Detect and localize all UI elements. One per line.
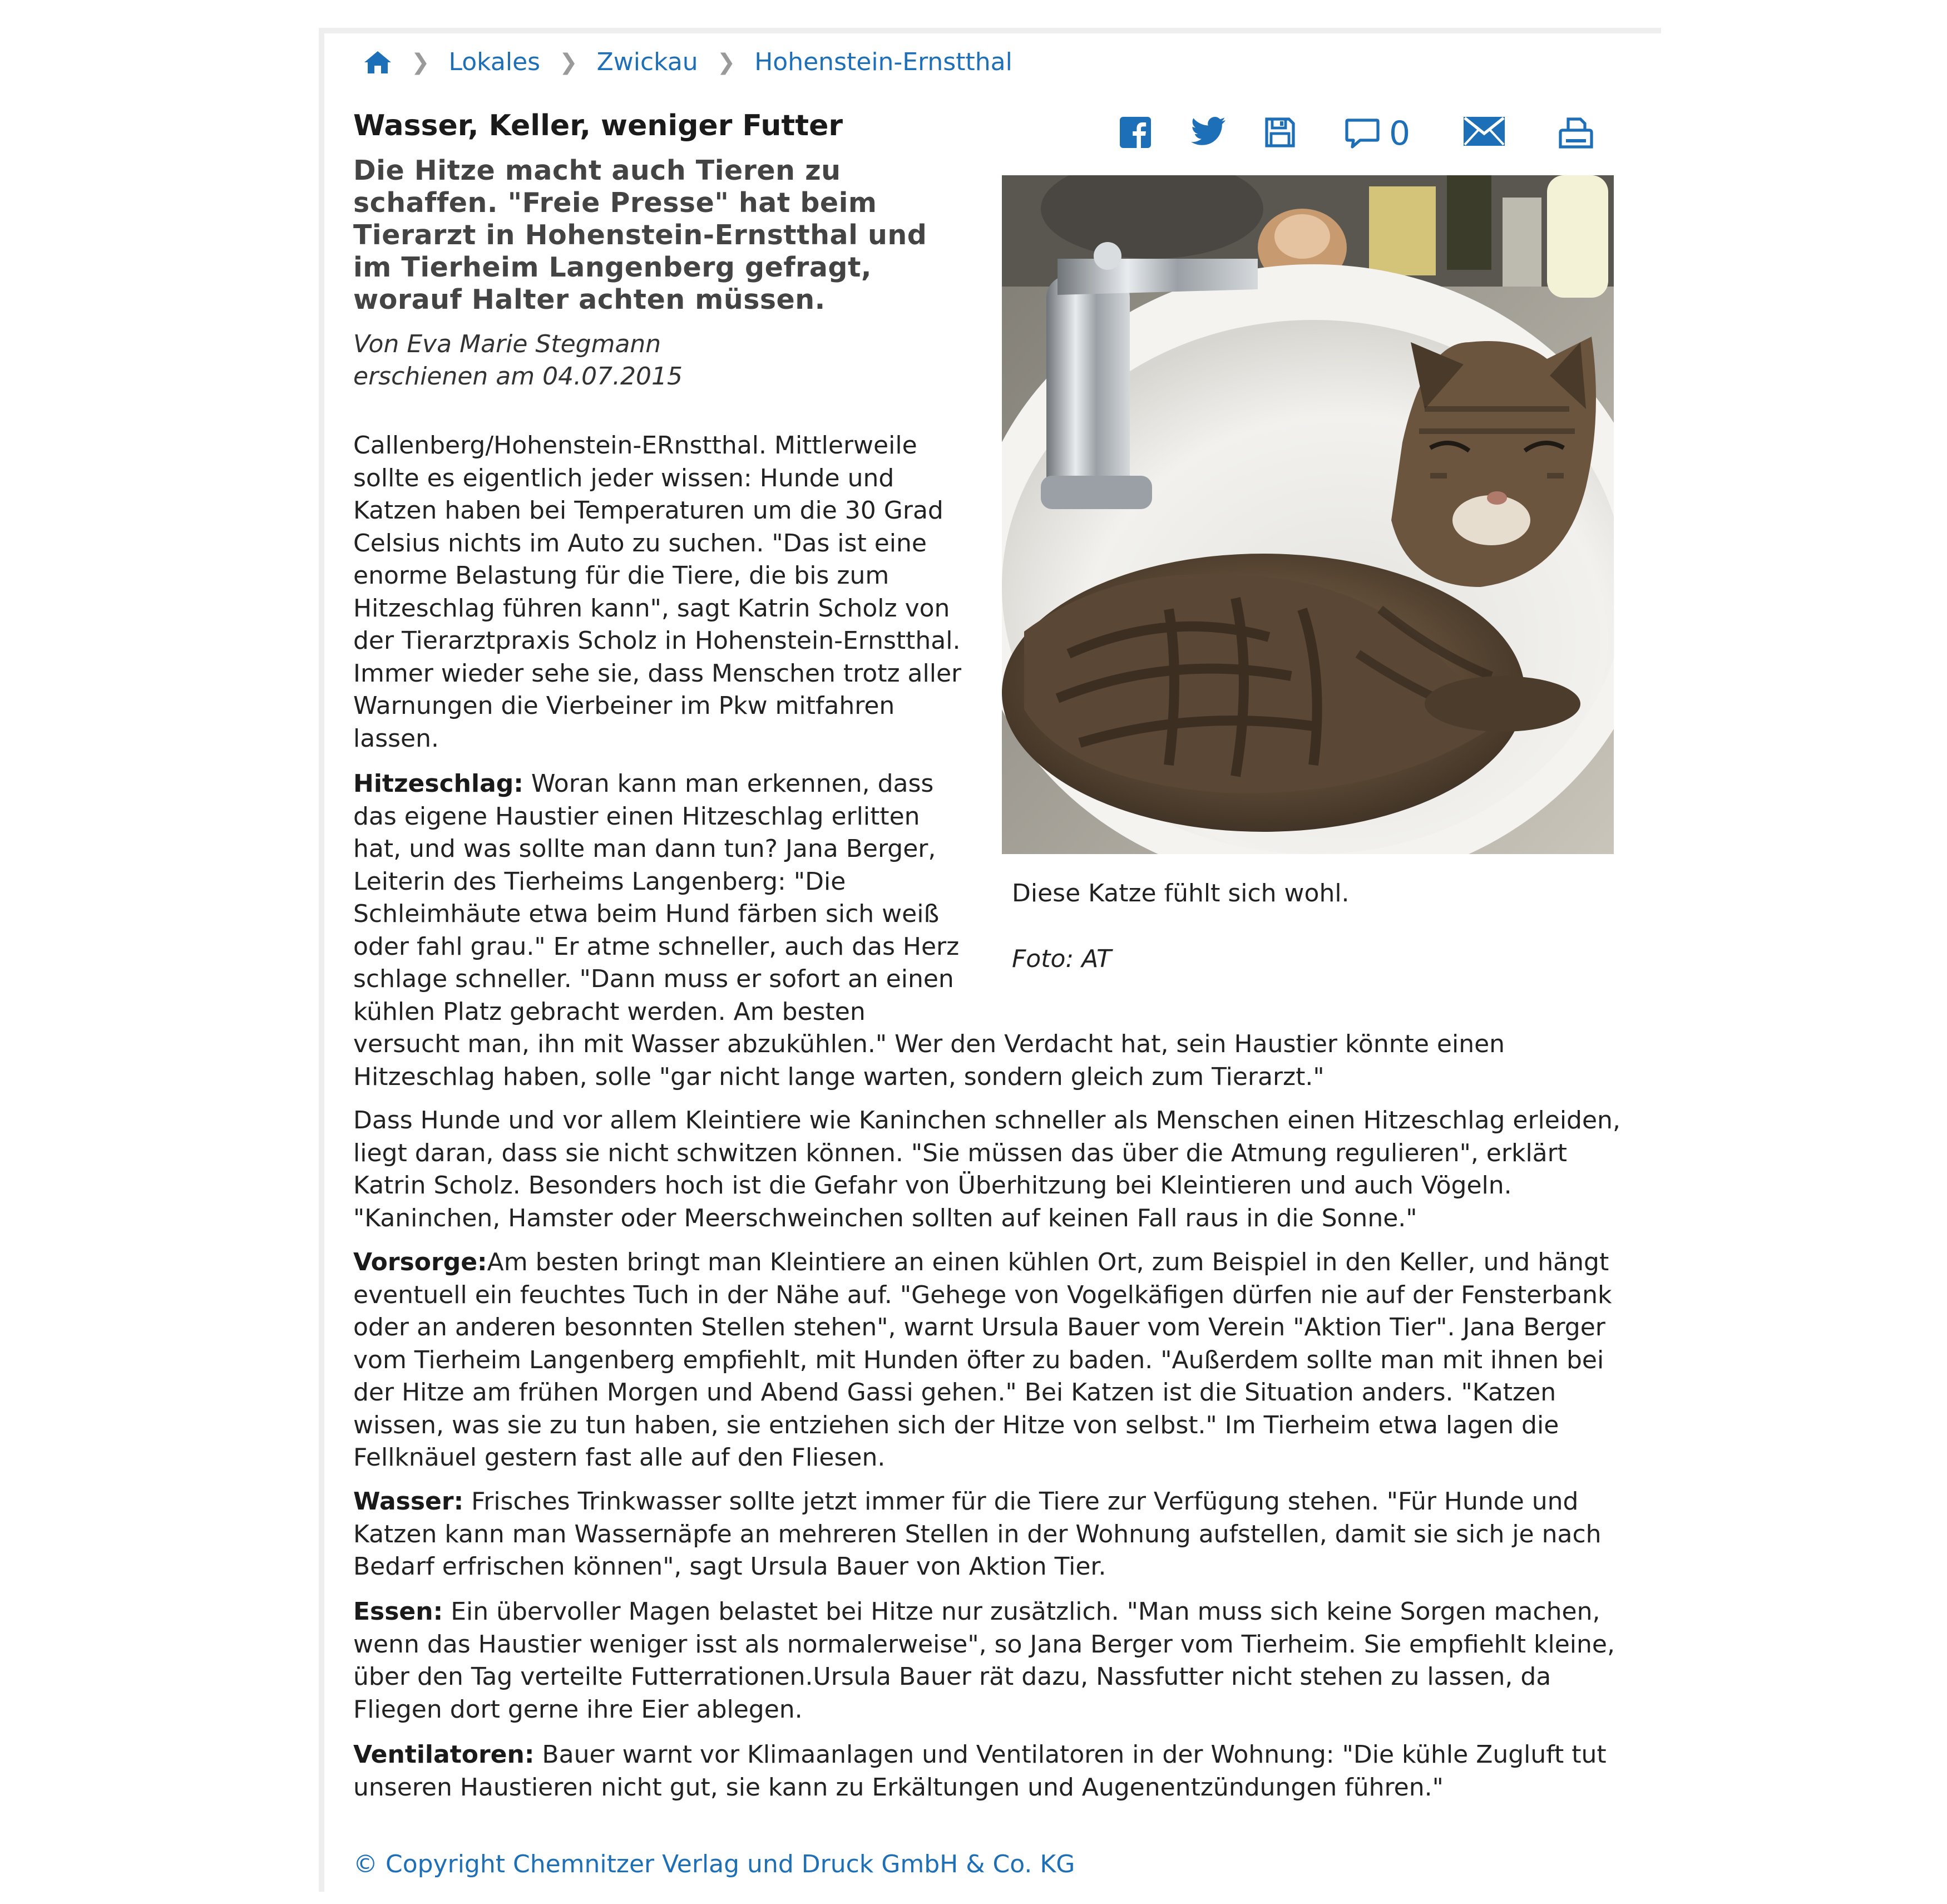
section-text: Frisches Trinkwasser sollte jetzt immer für die Tiere zur Verfügung stehen. "Für Hunde und Katzen kann man Wassernäpfe an mehreren Stellen in der Wohnung aufstellen, damit sie sich je nach Bedarf erfrischen können", sagt Ursula Bauer von Aktion Tier. [353,1487,1602,1581]
photo-caption: Diese Katze fühlt sich wohl. [1012,879,1350,907]
chevron-right-icon: ❯ [411,49,430,75]
article-section-essen [353,1596,1627,1726]
article-section-vorsorge [353,1246,1627,1474]
article-section-wasser [353,1486,1627,1584]
section-label: Wasser: [353,1487,464,1516]
section-label: Hitzeschlag: [353,770,523,798]
breadcrumb [363,48,1012,76]
share-toolbar [1103,114,1598,161]
breadcrumb-item-lokales[interactable]: Lokales [448,48,541,76]
article-title: Wasser, Keller, weniger Futter [353,109,843,142]
comment-icon [1345,117,1380,150]
mail-icon[interactable] [1464,117,1505,146]
section-text: Ein übervoller Magen belastet bei Hitze nur zusätzlich. "Man muss sich keine Sorgen machen, wenn das Haustier weniger isst als normalerweise", so Jana Berger vom Tierheim. Sie empfiehlt kleine, über den Tag verteilte Futterrationen.Ursula Bauer rät dazu, Nassfutter nicht stehen zu lassen, da Fliegen dort gerne ihre Eier ablegen. [353,1597,1615,1724]
facebook-icon[interactable] [1120,117,1151,148]
byline [353,328,683,393]
home-icon[interactable] [363,50,392,75]
article-lead: Die Hitze macht auch Tieren zu schaffen. "Freie Presse" hat beim Tierarzt in Hohenstein-Ernstthal und im Tierheim Langenberg gefragt, worauf Halter achten müssen. [353,155,927,315]
save-icon[interactable] [1264,117,1296,148]
section-label: Essen: [353,1597,443,1626]
breadcrumb-item-hohenstein-ernstthal[interactable]: Hohenstein-Ernstthal [754,48,1012,76]
print-icon[interactable] [1558,117,1594,150]
section-label: Vorsorge: [353,1248,487,1276]
article-photo[interactable] [1002,175,1614,854]
breadcrumb-item-zwickau[interactable]: Zwickau [596,48,698,76]
article-paragraph: Dass Hunde und vor allem Kleintiere wie Kaninchen schneller als Menschen einen Hitzeschlag erleiden, liegt daran, dass sie nicht schwitzen können. "Sie müssen das über die Atmung regulieren", erklärt Katrin Scholz. Besonders hoch ist die Gefahr von Überhitzung bei Kleintieren und auch Vögeln. "Kaninchen, Hamster oder Meerschweinchen sollten auf keinen Fall raus in die Sonne." [353,1106,1620,1232]
twitter-icon[interactable] [1191,117,1225,146]
comment-button[interactable] [1345,114,1411,153]
author: Von Eva Marie Stegmann [353,330,661,358]
article-paragraph-hitzeschlag-continued: versucht man, ihn mit Wasser abzukühlen." Wer den Verdacht hat, sein Haustier könnte einen Hitzeschlag haben, solle "gar nicht lange warten, sondern gleich zum Tierarzt." [353,1030,1505,1091]
chevron-right-icon: ❯ [716,49,736,75]
section-text: Bauer warnt vor Klimaanlagen und Ventilatoren in der Wohnung: "Die kühle Zugluft tut unseren Haustieren nicht gut, sie kann zu Erkältungen und Augenentzündungen führen." [353,1740,1607,1802]
article-section-ventilatoren [353,1739,1627,1804]
publish-date: erschienen am 04.07.2015 [353,362,683,391]
article-paragraph: Callenberg/Hohenstein-ERnstthal. Mittlerweile sollte es eigentlich jeder wissen: Hunde und Katzen haben bei Temperaturen um die 30 Grad Celsius nichts im Auto zu suchen. "Das ist eine enorme Belastung für die Tiere, die bis zum Hitzeschlag führen kann", sagt Katrin Scholz von der Tierarztpraxis Scholz in Hohenstein-Ernstthal. Immer wieder sehe sie, dass Menschen trotz aller Warnungen die Vierbeiner im Pkw mitfahren lassen. [353,431,962,753]
photo-credit: Foto: AT [1012,945,1111,973]
copyright-link[interactable]: © Copyright Chemnitzer Verlag und Druck GmbH & Co. KG [353,1850,1075,1878]
comment-count: 0 [1389,114,1411,153]
article-page [319,28,1661,1892]
article-paragraph-hitzeschlag [353,768,971,1028]
section-text: Woran kann man erkennen, dass das eigene Haustier einen Hitzeschlag erlitten hat, und was sollte man dann tun? Jana Berger, Leiterin des Tierheims Langenberg: "Die Schleimhäute etwa beim Hund färben sich weiß oder fahl grau." Er atme schneller, auch das Herz schlage schneller. "Dann muss er sofort an einen kühlen Platz gebracht werden. Am besten [353,770,960,1026]
cat-in-sink-image [1002,175,1614,854]
section-label: Ventilatoren: [353,1740,535,1769]
section-text: Am besten bringt man Kleintiere an einen kühlen Ort, zum Beispiel in den Keller, und hängt eventuell ein feuchtes Tuch in der Nähe auf. "Gehege von Vogelkäfigen dürfen nie auf der Fensterbank oder an anderen besonnten Stellen stehen", warnt Ursula Bauer vom Verein "Aktion Tier". Jana Berger vom Tierheim Langenberg empfiehlt, mit Hunden öfter zu baden. "Außerdem sollte man mit ihnen bei der Hitze am frühen Morgen und Abend Gassi gehen." Bei Katzen ist die Situation anders. "Katzen wissen, was sie zu tun haben, sie entziehen sich der Hitze von selbst." Im Tierheim etwa lagen die Fellknäuel gestern fast alle auf den Fliesen. [353,1248,1612,1472]
chevron-right-icon: ❯ [559,49,578,75]
